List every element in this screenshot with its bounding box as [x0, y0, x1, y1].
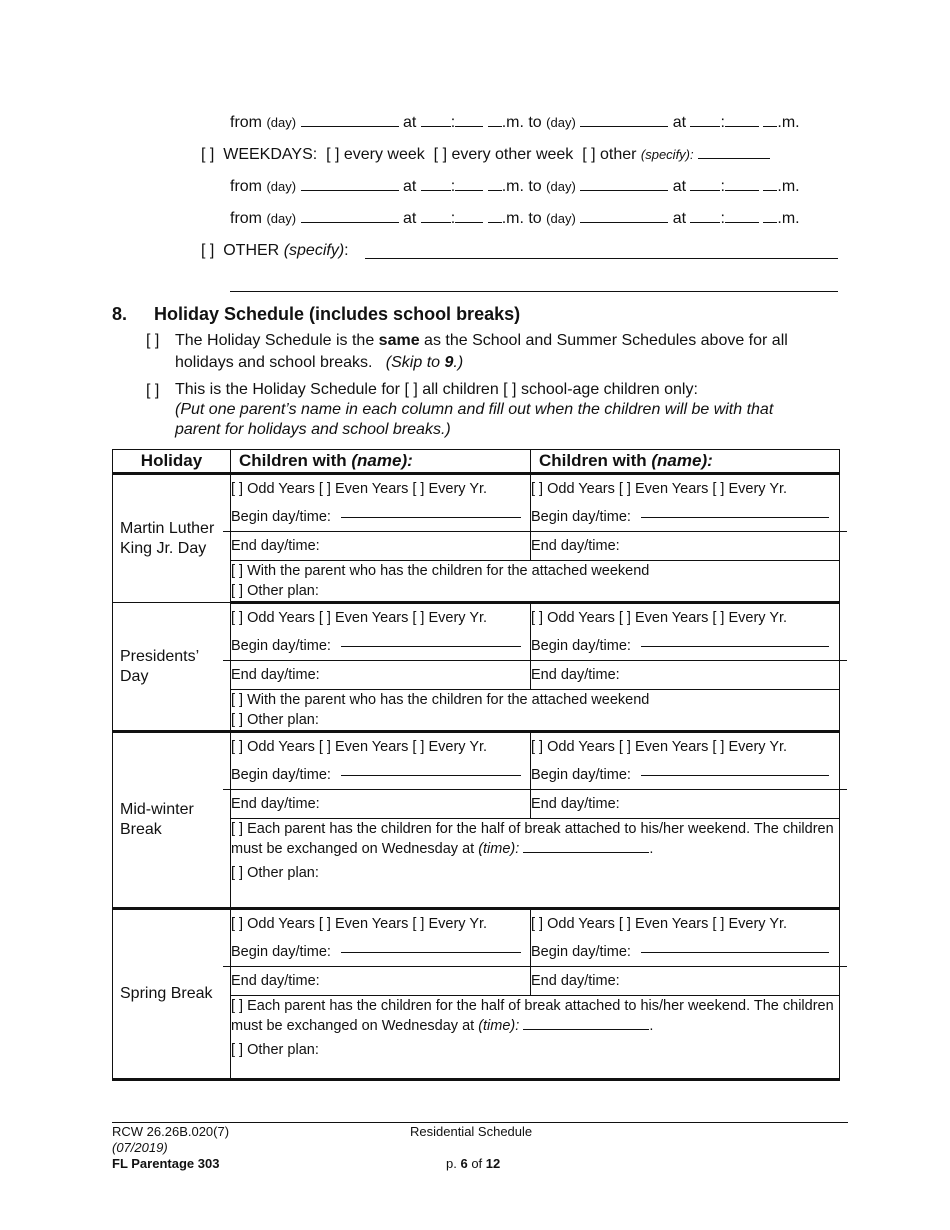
begin-label: Begin day/time:: [231, 767, 331, 783]
begin-field[interactable]: [341, 646, 521, 647]
time-line-2: from (day) at : .m. to (day) at : .m.: [230, 178, 800, 195]
section-8-number: 8.: [112, 304, 128, 324]
spring-options: [231, 996, 840, 1080]
end-label: End day/time:: [531, 667, 620, 683]
mlk-parent1-cell: [231, 474, 531, 561]
day-field[interactable]: [301, 221, 399, 223]
years-options[interactable]: [ ] Odd Years [ ] Even Years [ ] Every Yr.: [231, 916, 488, 932]
begin-label: Begin day/time:: [231, 944, 331, 960]
end-label: End day/time:: [231, 667, 320, 683]
minute-field[interactable]: [725, 189, 759, 191]
day-field[interactable]: [580, 189, 668, 191]
ampm-field[interactable]: [763, 221, 777, 223]
time-line-1: from (day) at : .m. to (day) at : .m.: [230, 114, 800, 131]
other-plan-checkbox[interactable]: [ ] Other plan:: [231, 865, 319, 881]
footer-form-id: FL Parentage 303: [112, 1156, 220, 1171]
col-children-2-header: Children with (name):: [531, 450, 840, 474]
other-plan-checkbox[interactable]: [ ] Other plan:: [231, 712, 319, 728]
same-schedule-text: The Holiday Schedule is the same as the School and Summer Schedules above for all holidays and school breaks. (Skip to 9.): [175, 332, 788, 371]
same-schedule-checkbox[interactable]: [ ]: [146, 332, 160, 349]
begin-label: Begin day/time:: [231, 509, 331, 525]
begin-field[interactable]: [341, 775, 521, 776]
begin-field[interactable]: [641, 775, 829, 776]
begin-label: Begin day/time:: [531, 509, 631, 525]
section-8-title: Holiday Schedule (includes school breaks): [154, 304, 521, 324]
hour-field[interactable]: [690, 125, 720, 127]
years-options[interactable]: [ ] Odd Years [ ] Even Years [ ] Every Yr.: [231, 739, 488, 755]
footer-page-number: p. 6 of 12: [446, 1156, 501, 1171]
other-checkbox[interactable]: [ ] other: [582, 146, 637, 163]
holiday-mlk: Martin Luther King Jr. Day: [113, 474, 231, 603]
presidents-options: [231, 690, 840, 732]
holiday-schedule-text: This is the Holiday Schedule for [ ] all children [ ] school-age children only: (Put one parent’s name in each column and fill out when the children will be with that parent for holidays and school breaks.): [175, 381, 774, 438]
ampm-field[interactable]: [488, 189, 502, 191]
begin-label: Begin day/time:: [531, 767, 631, 783]
holiday-spring-break: Spring Break: [113, 909, 231, 1080]
other-specify-field-2[interactable]: [230, 291, 838, 292]
years-options[interactable]: [ ] Odd Years [ ] Even Years [ ] Every Yr.: [531, 481, 788, 497]
col-children-1-header: Children with (name):: [231, 450, 531, 474]
other-plan-checkbox[interactable]: [ ] Other plan:: [231, 1042, 319, 1058]
day-field[interactable]: [301, 189, 399, 191]
footer-rule: [112, 1122, 848, 1123]
holiday-schedule-checkbox[interactable]: [ ]: [146, 382, 160, 399]
begin-field[interactable]: [641, 952, 829, 953]
presidents-parent1-cell: [231, 603, 531, 690]
hour-field[interactable]: [690, 189, 720, 191]
specify-field[interactable]: [698, 157, 770, 159]
presidents-parent2-cell: [531, 603, 840, 690]
years-options[interactable]: [ ] Odd Years [ ] Even Years [ ] Every Yr.: [231, 610, 488, 626]
exchange-time-field[interactable]: [523, 852, 649, 853]
minute-field[interactable]: [455, 125, 483, 127]
midwinter-parent2-cell: [531, 732, 840, 819]
exchange-time-field[interactable]: [523, 1029, 649, 1030]
years-options[interactable]: [ ] Odd Years [ ] Even Years [ ] Every Yr.: [531, 739, 788, 755]
spring-parent2-cell: [531, 909, 840, 996]
every-week-checkbox[interactable]: [ ] every week: [326, 146, 425, 163]
holiday-table: [112, 449, 840, 1081]
hour-field[interactable]: [421, 125, 451, 127]
weekdays-checkbox[interactable]: [ ]: [201, 146, 215, 163]
footer-title: Residential Schedule: [410, 1124, 533, 1139]
begin-field[interactable]: [641, 517, 829, 518]
day-field[interactable]: [301, 125, 399, 127]
minute-field[interactable]: [455, 221, 483, 223]
mlk-options: [231, 561, 840, 603]
every-other-week-checkbox[interactable]: [ ] every other week: [433, 146, 574, 163]
spring-parent1-cell: [231, 909, 531, 996]
midwinter-parent1-cell: [231, 732, 531, 819]
begin-label: Begin day/time:: [531, 944, 631, 960]
ampm-field[interactable]: [488, 125, 502, 127]
years-options[interactable]: [ ] Odd Years [ ] Even Years [ ] Every Yr.: [531, 916, 788, 932]
time-line-3: from (day) at : .m. to (day) at : .m.: [230, 210, 800, 227]
other-specify-checkbox[interactable]: [ ]: [201, 242, 215, 259]
other-line: [ ] OTHER (specify):: [201, 242, 349, 259]
ampm-field[interactable]: [763, 125, 777, 127]
day-field[interactable]: [580, 221, 668, 223]
half-break-checkbox[interactable]: [ ] Each parent has the children for the half of break attached to his/her weekend. The children must be exchanged on Wednesday at (time): .: [231, 998, 834, 1034]
years-options[interactable]: [ ] Odd Years [ ] Even Years [ ] Every Yr.: [231, 481, 488, 497]
other-plan-checkbox[interactable]: [ ] Other plan:: [231, 583, 319, 599]
minute-field[interactable]: [455, 189, 483, 191]
ampm-field[interactable]: [763, 189, 777, 191]
holiday-presidents-day: Presidents’ Day: [113, 603, 231, 732]
begin-label: Begin day/time:: [531, 638, 631, 654]
minute-field[interactable]: [725, 221, 759, 223]
begin-field[interactable]: [341, 952, 521, 953]
attached-weekend-checkbox[interactable]: [ ] With the parent who has the children for the attached weekend: [231, 692, 650, 708]
half-break-checkbox[interactable]: [ ] Each parent has the children for the half of break attached to his/her weekend. The children must be exchanged on Wednesday at (time): .: [231, 821, 834, 857]
ampm-field[interactable]: [488, 221, 502, 223]
end-label: End day/time:: [531, 538, 620, 554]
hour-field[interactable]: [421, 189, 451, 191]
midwinter-options: [231, 819, 840, 909]
end-label: End day/time:: [231, 973, 320, 989]
other-specify-field[interactable]: [365, 258, 838, 259]
holiday-mid-winter-break: Mid-winter Break: [113, 732, 231, 909]
begin-field[interactable]: [641, 646, 829, 647]
hour-field[interactable]: [690, 221, 720, 223]
col-holiday-header: Holiday: [113, 450, 231, 474]
weekdays-line: [ ] WEEKDAYS: [ ] every week [ ] every other week [ ] other (specify):: [201, 146, 770, 164]
footer-rcw: RCW 26.26B.020(7): [112, 1124, 230, 1139]
begin-label: Begin day/time:: [231, 638, 331, 654]
day-field[interactable]: [580, 125, 668, 127]
begin-field[interactable]: [341, 517, 521, 518]
end-label: End day/time:: [231, 538, 320, 554]
end-label: End day/time:: [531, 973, 620, 989]
minute-field[interactable]: [725, 125, 759, 127]
end-label: End day/time:: [531, 796, 620, 812]
end-label: End day/time:: [231, 796, 320, 812]
mlk-parent2-cell: [531, 474, 840, 561]
hour-field[interactable]: [421, 221, 451, 223]
footer-date: (07/2019): [112, 1140, 168, 1155]
years-options[interactable]: [ ] Odd Years [ ] Even Years [ ] Every Yr.: [531, 610, 788, 626]
attached-weekend-checkbox[interactable]: [ ] With the parent who has the children for the attached weekend: [231, 563, 650, 579]
